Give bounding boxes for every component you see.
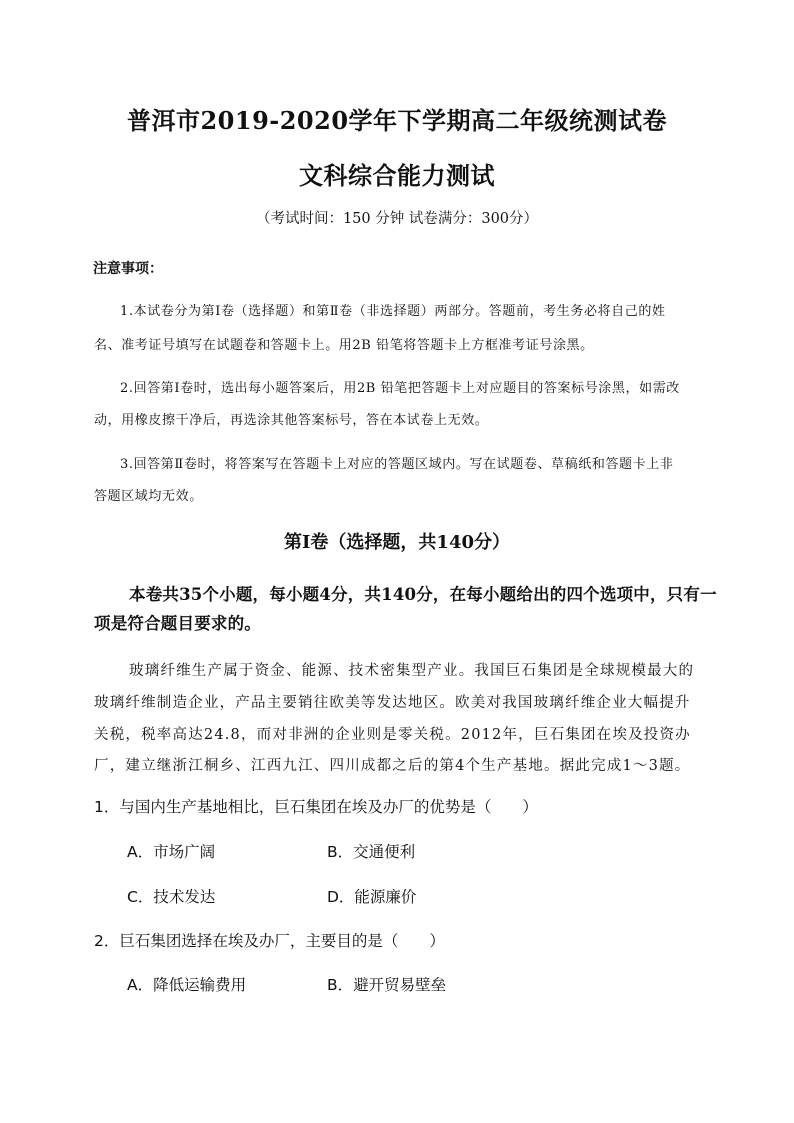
question-option: A．市场广阔 bbox=[127, 843, 216, 861]
notice-line: 2.回答第Ⅰ卷时，选出每小题答案后，用2B 铅笔把答题卡上对应题目的答案标号涂黑，如需改 bbox=[120, 381, 680, 396]
notice-line: 3.回答第Ⅱ卷时，将答案写在答题卡上对应的答题区域内。写在试题卷、草稿纸和答题卡上非 bbox=[120, 457, 674, 472]
question-option: D．能源廉价 bbox=[327, 888, 417, 906]
passage-line: 厂，建立继浙江桐乡、江西九江、四川成都之后的第4个生产基地。据此完成1～3题。 bbox=[94, 758, 691, 774]
notice-line: 动，用橡皮擦干净后，再选涂其他答案标号，答在本试卷上无效。 bbox=[94, 413, 489, 428]
passage-line: 关税，税率高达24.8，而对非洲的企业则是零关税。2012年，巨石集团在埃及投资办 bbox=[94, 727, 691, 743]
passage-line: 玻璃纤维生产属于资金、能源、技术密集型产业。我国巨石集团是全球规模最大的 bbox=[129, 663, 695, 679]
question-option: B．交通便利 bbox=[327, 843, 416, 861]
question-option: B．避开贸易壁垒 bbox=[327, 976, 447, 994]
section-instruction: 本卷共35个小题，每小题4分，共140分，在每小题给出的四个选项中，只有一 bbox=[129, 585, 717, 604]
exam-title: 普洱市2019-2020学年下学期高二年级统测试卷 bbox=[126, 106, 668, 135]
exam-subject-title: 文科综合能力测试 bbox=[299, 161, 495, 190]
question-stem: 1．与国内生产基地相比，巨石集团在埃及办厂的优势是（ ） bbox=[94, 798, 538, 816]
question-stem: 2．巨石集团选择在埃及办厂，主要目的是（ ） bbox=[94, 932, 445, 950]
section-instruction: 项是符合题目要求的。 bbox=[94, 614, 261, 633]
notice-line: 名、准考证号填写在试题卷和答题卡上。用2B 铅笔将答题卡上方框准考证号涂黑。 bbox=[94, 338, 594, 353]
section-title: 第Ⅰ卷（选择题，共140分） bbox=[284, 532, 510, 553]
question-option: A．降低运输费用 bbox=[127, 976, 247, 994]
passage-line: 玻璃纤维制造企业，产品主要销往欧美等发达地区。欧美对我国玻璃纤维企业大幅提升 bbox=[94, 695, 691, 711]
question-option: C．技术发达 bbox=[127, 888, 216, 906]
notice-heading: 注意事项： bbox=[93, 261, 163, 277]
notice-line: 答题区域均无效。 bbox=[94, 489, 203, 504]
exam-time-score: （考试时间：150 分钟 试卷满分：300分） bbox=[255, 211, 539, 227]
notice-line: 1.本试卷分为第Ⅰ卷（选择题）和第Ⅱ卷（非选择题）两部分。答题前，考生务必将自己的姓 bbox=[120, 304, 666, 319]
